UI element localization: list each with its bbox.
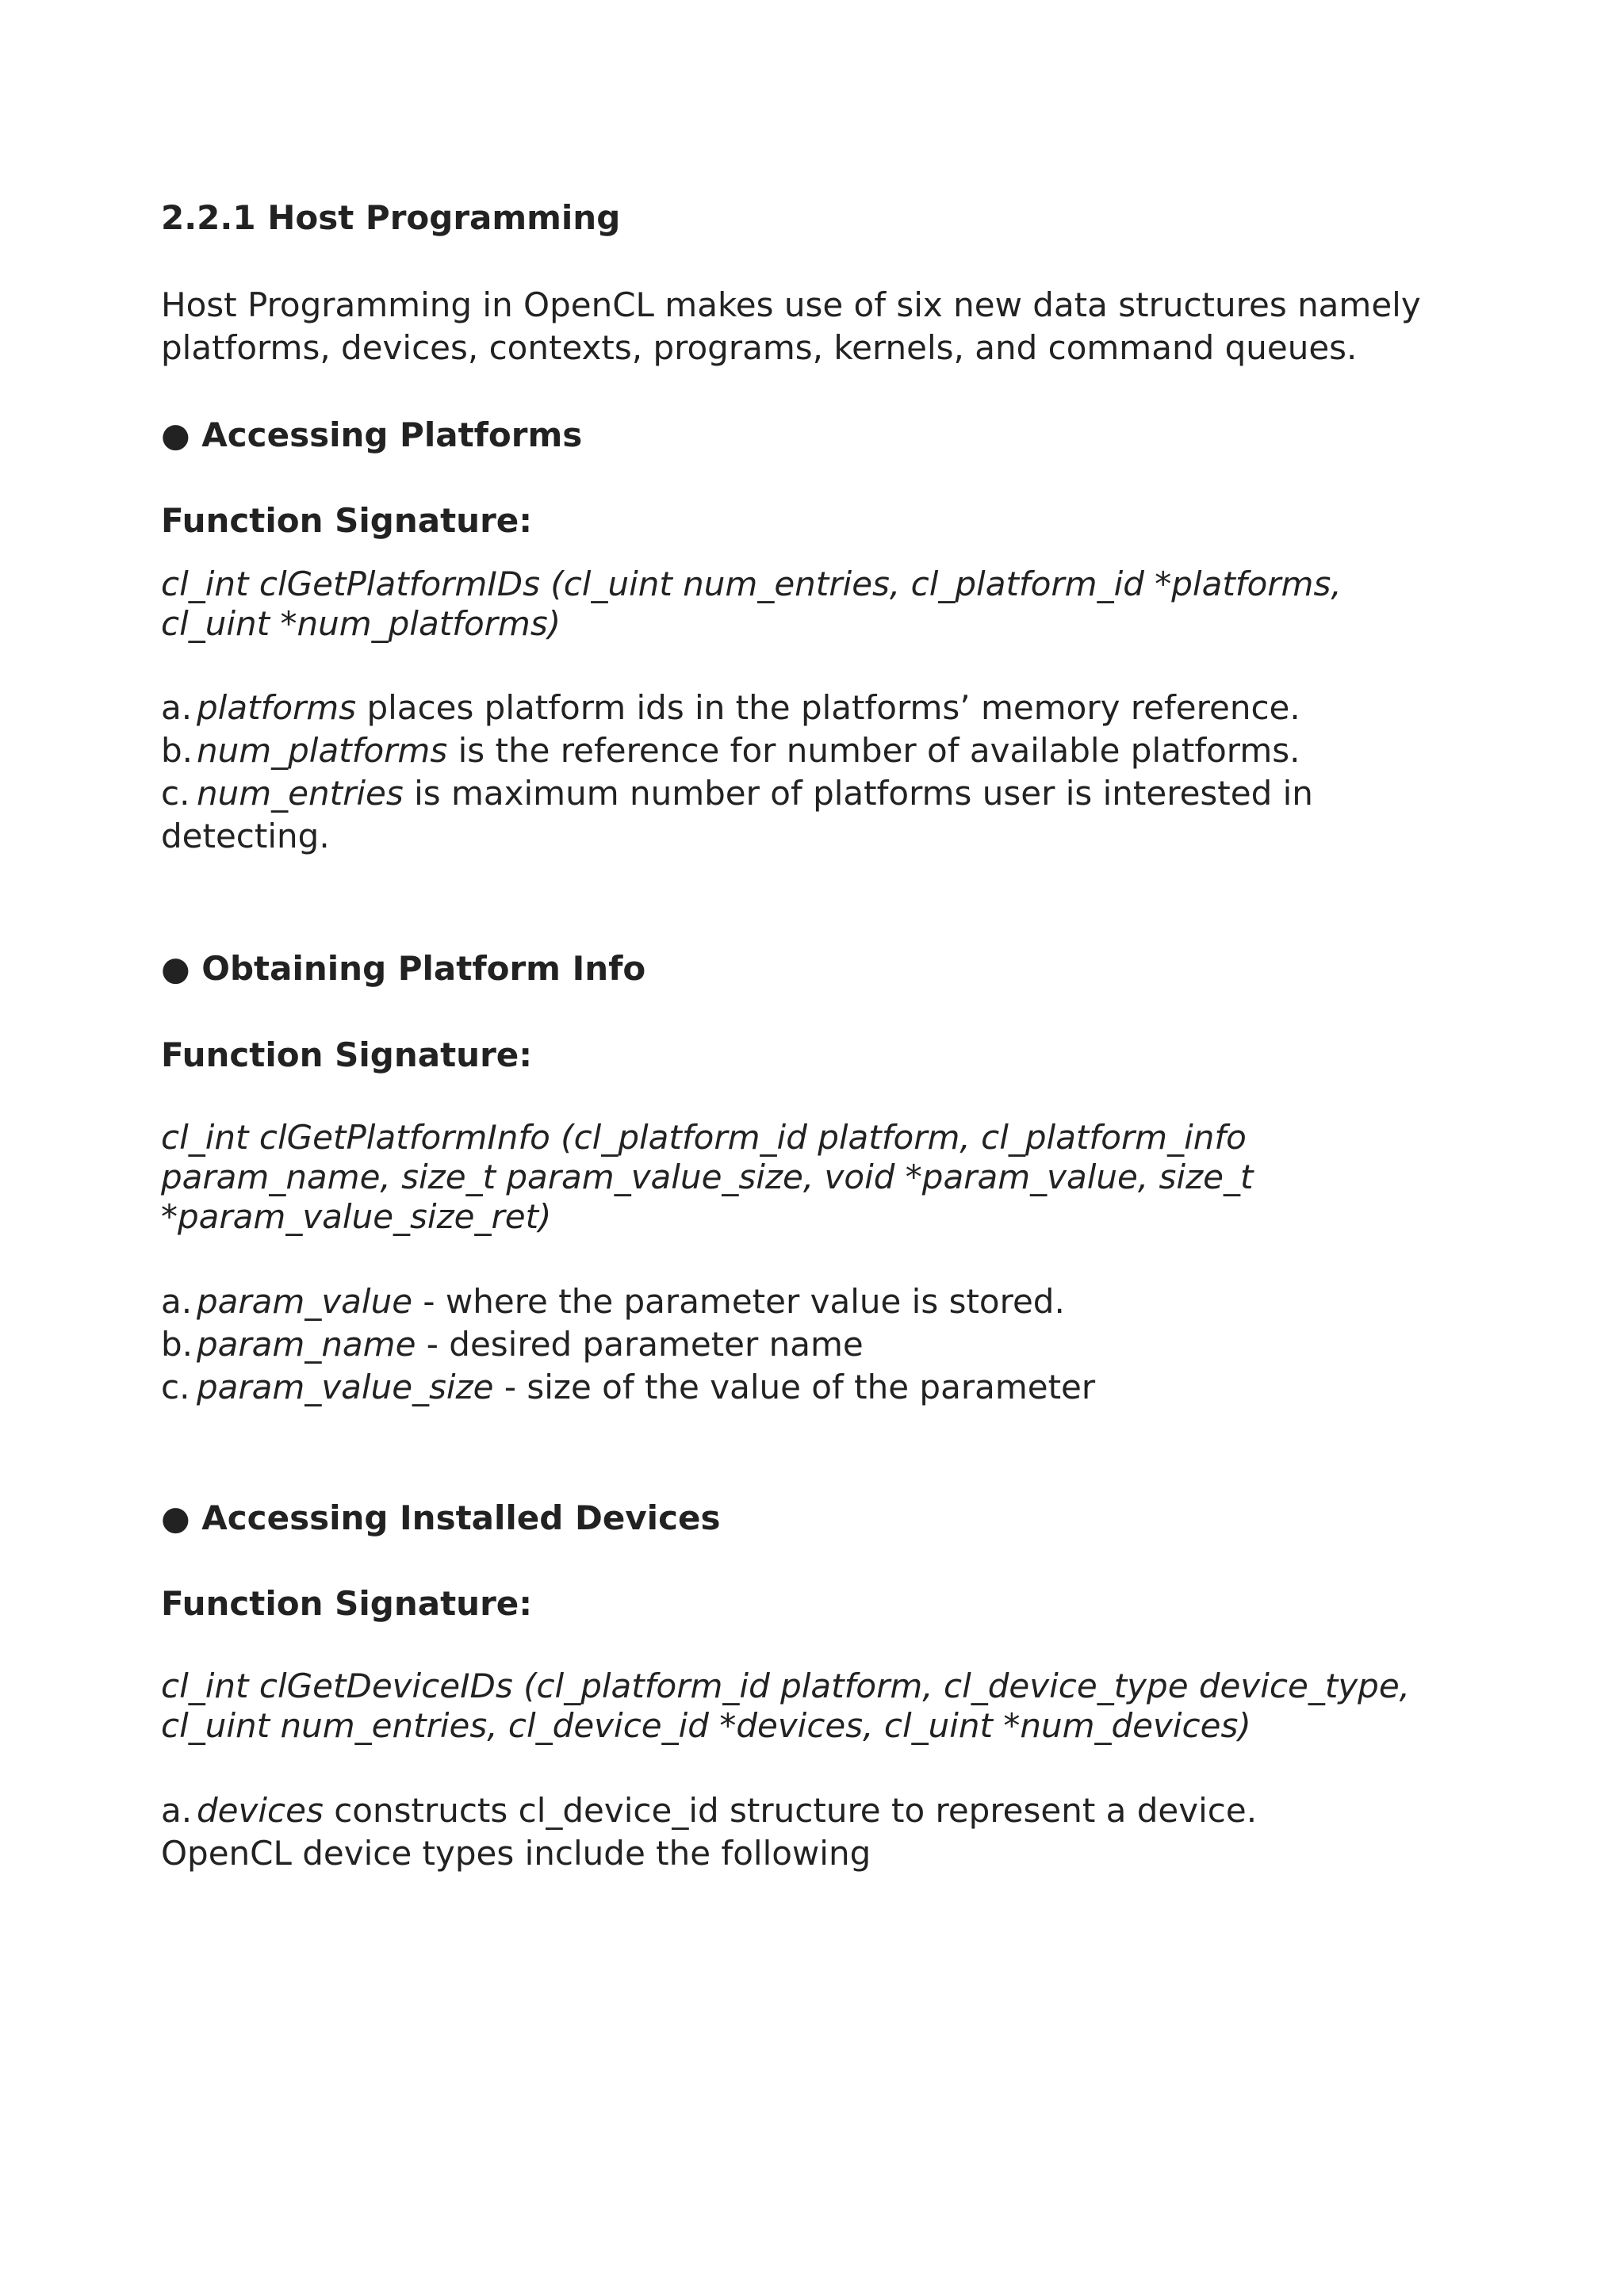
list-item bbox=[161, 1366, 1095, 1409]
list-item bbox=[161, 687, 1313, 729]
item-label: c. bbox=[161, 774, 190, 813]
item-label: b. bbox=[161, 1325, 193, 1364]
item-label: c. bbox=[161, 1368, 190, 1406]
item-term: num_platforms bbox=[197, 731, 448, 770]
item-desc: - size of the value of the parameter bbox=[493, 1368, 1096, 1406]
function-signature bbox=[161, 1667, 1410, 1746]
subsection-title: Accessing Installed Devices bbox=[201, 1498, 721, 1537]
item-term: platforms bbox=[197, 688, 357, 727]
list-item bbox=[161, 772, 1313, 815]
parameter-list bbox=[161, 687, 1313, 858]
intro-line: Host Programming in OpenCL makes use of six new data structures namely bbox=[161, 285, 1421, 324]
item-label: a. bbox=[161, 1791, 193, 1830]
item-desc: constructs cl_device_id structure to represent a device. bbox=[323, 1791, 1258, 1830]
list-item bbox=[161, 1280, 1095, 1323]
item-desc: - where the parameter value is stored. bbox=[412, 1282, 1065, 1321]
item-term: param_value_size bbox=[197, 1368, 494, 1406]
item-desc: is the reference for number of available platforms. bbox=[447, 731, 1300, 770]
function-signature-label: Function Signature: bbox=[161, 1035, 533, 1074]
subsection-heading-accessing-installed-devices bbox=[161, 1497, 720, 1540]
signature-line: cl_uint *num_platforms) bbox=[161, 604, 561, 643]
intro-line: platforms, devices, contexts, programs, kernels, and command queues. bbox=[161, 328, 1358, 367]
signature-line: cl_int clGetPlatformInfo (cl_platform_id platform, cl_platform_info bbox=[161, 1118, 1247, 1157]
bullet-icon: ● bbox=[161, 415, 190, 454]
function-signature-label: Function Signature: bbox=[161, 1584, 533, 1623]
subsection-heading-obtaining-platform-info bbox=[161, 947, 645, 990]
parameter-list bbox=[161, 1789, 1257, 1875]
item-term: devices bbox=[197, 1791, 324, 1830]
signature-line: cl_int clGetDeviceIDs (cl_platform_id platform, cl_device_type device_type, bbox=[161, 1667, 1411, 1705]
item-term: num_entries bbox=[197, 774, 404, 813]
parameter-list bbox=[161, 1280, 1095, 1409]
list-continuation: detecting. bbox=[161, 817, 330, 855]
subsection-heading-accessing-platforms bbox=[161, 414, 582, 457]
signature-line: cl_uint num_entries, cl_device_id *devices, cl_uint *num_devices) bbox=[161, 1706, 1251, 1745]
intro-paragraph bbox=[161, 284, 1421, 369]
signature-line: param_name, size_t param_value_size, void *param_value, size_t bbox=[161, 1158, 1254, 1196]
item-label: b. bbox=[161, 731, 193, 770]
function-signature bbox=[161, 1118, 1253, 1237]
item-term: param_value bbox=[197, 1282, 413, 1321]
item-label: a. bbox=[161, 688, 193, 727]
subsection-title: Accessing Platforms bbox=[201, 415, 583, 454]
list-continuation: OpenCL device types include the following bbox=[161, 1834, 871, 1873]
list-item bbox=[161, 1323, 1095, 1366]
bullet-icon: ● bbox=[161, 949, 190, 988]
function-signature-label: Function Signature: bbox=[161, 501, 533, 540]
item-desc: - desired parameter name bbox=[416, 1325, 864, 1364]
item-term: param_name bbox=[197, 1325, 416, 1364]
list-item bbox=[161, 729, 1313, 772]
item-desc: places platform ids in the platforms’ memory reference. bbox=[356, 688, 1300, 727]
subsection-title: Obtaining Platform Info bbox=[201, 949, 646, 988]
bullet-icon: ● bbox=[161, 1498, 190, 1537]
signature-line: *param_value_size_ret) bbox=[161, 1197, 552, 1236]
signature-line: cl_int clGetPlatformIDs (cl_uint num_entries, cl_platform_id *platforms, bbox=[161, 564, 1342, 603]
section-heading: 2.2.1 Host Programming bbox=[161, 198, 621, 237]
function-signature bbox=[161, 564, 1342, 644]
item-label: a. bbox=[161, 1282, 193, 1321]
item-desc: is maximum number of platforms user is interested in bbox=[403, 774, 1313, 813]
list-item bbox=[161, 1789, 1257, 1832]
